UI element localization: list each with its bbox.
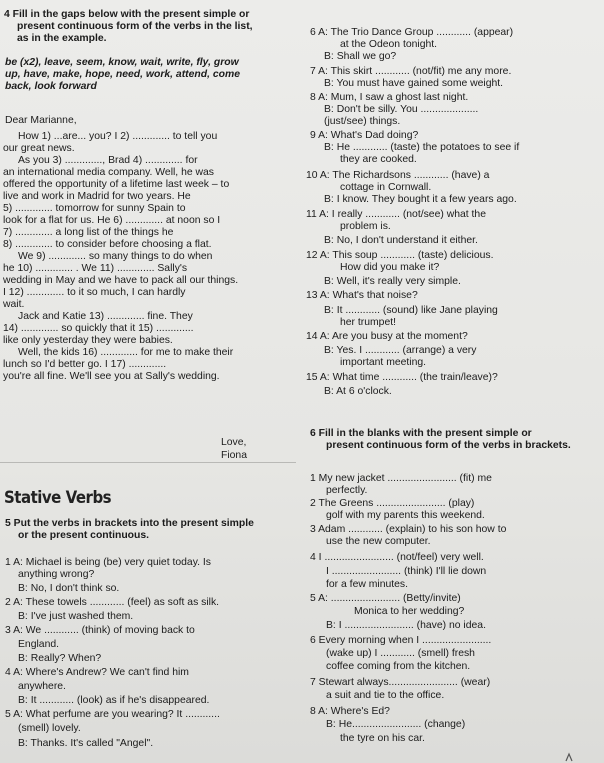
letter-line: an international media company. Well, he was bbox=[3, 167, 215, 178]
ex6-item-line: 2 The Greens ........................ (play) bbox=[310, 498, 475, 509]
ex5-item-line: 1 A: Michael is being (be) very quiet today. Is bbox=[5, 557, 211, 568]
ex5-cont-line: at the Odeon tonight. bbox=[340, 39, 438, 50]
ex5-cont-line: cottage in Cornwall. bbox=[340, 182, 432, 193]
ex5-cont-line: 11 A: I really ............ (not/see) what the bbox=[306, 209, 486, 220]
ex5-item-line: anything wrong? bbox=[18, 569, 95, 580]
ex5-cont-line: B: Yes. I ............ (arrange) a very bbox=[324, 345, 477, 356]
ex6-item-line: golf with my parents this weekend. bbox=[326, 510, 485, 521]
letter-line: live and work in Madrid for two years. He bbox=[3, 191, 191, 202]
ex6-item-line: 3 Adam ............ (explain) to his son how to bbox=[310, 524, 507, 535]
letter-signoff: Love, bbox=[221, 437, 247, 448]
letter-line: he 10) ............. . We 11) ............. Sally's bbox=[3, 263, 188, 274]
letter-line: like only yesterday they were babies. bbox=[3, 335, 173, 346]
ex5-cont-line: B: Don't be silly. You .................... bbox=[324, 104, 479, 115]
ex5-item-line: B: Thanks. It's called "Angel". bbox=[18, 738, 154, 749]
ex5-title-line: 5 Put the verbs in brackets into the present simple bbox=[5, 518, 254, 529]
ex6-item-line: 1 My new jacket ........................ (fit) me bbox=[310, 473, 492, 484]
letter-line: 14) ............. so quickly that it 15) ............. bbox=[3, 323, 194, 334]
ex5-cont-line: her trumpet! bbox=[340, 317, 397, 328]
letter-line: look for a flat for us. He 6) ............. at noon so I bbox=[3, 215, 221, 226]
ex5-item-line: anywhere. bbox=[18, 681, 66, 692]
letter-line: wedding in May and we have to pack all our things. bbox=[3, 275, 239, 286]
ex6-item-line: 5 A: ........................ (Betty/invite) bbox=[310, 593, 461, 604]
ex5-item-line: 2 A: These towels ............ (feel) as soft as silk. bbox=[5, 597, 220, 608]
ex5-item-line: 4 A: Where's Andrew? We can't find him bbox=[5, 667, 189, 678]
ex6-item-line: for a few minutes. bbox=[326, 579, 409, 590]
ex5-cont-line: B: I know. They bought it a few years ago. bbox=[324, 194, 517, 205]
ex5-cont-line: 7 A: This skirt ............ (not/fit) me any more. bbox=[310, 66, 512, 77]
ex5-cont-line: 12 A: This soup ............ (taste) delicious. bbox=[306, 250, 494, 261]
ex5-cont-line: B: It ............ (sound) like Jane playing bbox=[324, 305, 498, 316]
letter-line: As you 3) ............., Brad 4) ............. for bbox=[18, 155, 198, 166]
ex5-cont-line: How did you make it? bbox=[340, 262, 440, 273]
letter-line: We 9) ............. so many things to do when bbox=[18, 251, 213, 262]
ex5-item-line: B: I've just washed them. bbox=[18, 611, 134, 622]
letter-line: you're all fine. We'll see you at Sally's wedding. bbox=[3, 371, 220, 382]
ex5-cont-line: B: No, I don't understand it either. bbox=[324, 235, 478, 246]
ex5-cont-line: B: Well, it's really very simple. bbox=[324, 276, 461, 287]
letter-line: How 1) ...are... you? I 2) ............. to tell you bbox=[18, 131, 218, 142]
ex6-item-line: perfectly. bbox=[326, 485, 368, 496]
ex6-item-line: B: I ........................ (have) no idea. bbox=[326, 620, 486, 631]
ex6-item-line: 7 Stewart always........................ (wear) bbox=[310, 677, 491, 688]
letter-line: I 12) ............. to it so much, I can hardly bbox=[3, 287, 186, 298]
verb-list: up, have, make, hope, need, work, attend, come bbox=[5, 69, 241, 80]
letter-line: Well, the kids 16) ............. for me to make their bbox=[18, 347, 234, 358]
ex6-item-line: B: He........................ (change) bbox=[326, 719, 466, 730]
ex6-item-line: 4 I ........................ (not/feel) very well. bbox=[310, 552, 484, 563]
letter-line: wait. bbox=[3, 299, 25, 310]
letter-line: 8) ............. to consider before choosing a flat. bbox=[3, 239, 212, 250]
ex5-cont-line: 9 A: What's Dad doing? bbox=[310, 130, 419, 141]
ex5-item-line: 3 A: We ............ (think) of moving back to bbox=[5, 625, 195, 636]
ex6-item-line: coffee coming from the kitchen. bbox=[326, 661, 471, 672]
verb-list: be (x2), leave, seem, know, wait, write, fly, grow bbox=[5, 57, 239, 68]
ex5-cont-line: 13 A: What's that noise? bbox=[306, 290, 418, 301]
ex5-cont-line: problem is. bbox=[340, 221, 391, 232]
section-divider bbox=[0, 462, 296, 463]
letter-line: offered the opportunity of a lifetime last week – to bbox=[3, 179, 230, 190]
letter-signature: Fiona bbox=[221, 450, 247, 461]
ex5-item-line: B: Really? When? bbox=[18, 653, 102, 664]
ex4-title-line: as in the example. bbox=[17, 33, 107, 44]
letter-line: our great news. bbox=[3, 143, 75, 154]
letter-line: Jack and Katie 13) ............. fine. They bbox=[18, 311, 193, 322]
ex5-cont-line: 15 A: What time ............ (the train/leave)? bbox=[306, 372, 498, 383]
ex5-item-line: England. bbox=[18, 639, 60, 650]
ex5-cont-line: 6 A: The Trio Dance Group ............ (appear) bbox=[310, 27, 514, 38]
ex4-title-line: present continuous form of the verbs in the list, bbox=[17, 21, 253, 32]
ex5-title-line: or the present continuous. bbox=[18, 530, 150, 541]
ex6-item-line: 8 A: Where's Ed? bbox=[310, 706, 390, 717]
ex6-title-line: present continuous form of the verbs in brackets. bbox=[326, 440, 571, 451]
letter-line: 7) ............. a long list of the things he bbox=[3, 227, 174, 238]
letter-line: lunch so I'd better go. I 17) ............. bbox=[3, 359, 167, 370]
ex5-item-line: B: No, I don't think so. bbox=[18, 583, 120, 594]
ex5-item-line: 5 A: What perfume are you wearing? It ............ bbox=[5, 709, 220, 720]
ex5-item-line: (smell) lovely. bbox=[18, 723, 81, 734]
verb-list: back, look forward bbox=[5, 81, 97, 92]
ex6-item-line: the tyre on his car. bbox=[340, 733, 425, 744]
ex5-item-line: B: It ............ (look) as if he's disappeared. bbox=[18, 695, 210, 706]
ex5-cont-line: B: Shall we go? bbox=[324, 51, 397, 62]
ex6-item-line: use the new computer. bbox=[326, 536, 431, 547]
ex5-cont-line: 14 A: Are you busy at the moment? bbox=[306, 331, 468, 342]
stative-verbs-heading: Stative Verbs bbox=[4, 487, 112, 508]
ex5-cont-line: B: At 6 o'clock. bbox=[324, 386, 392, 397]
letter-line: 5) ............. tomorrow for sunny Spain to bbox=[3, 203, 186, 214]
ex5-cont-line: B: You must have gained some weight. bbox=[324, 78, 504, 89]
ex5-cont-line: 8 A: Mum, I saw a ghost last night. bbox=[310, 92, 469, 103]
ex6-title-line: 6 Fill in the blanks with the present simple or bbox=[310, 428, 532, 439]
page-corner-mark-icon bbox=[564, 752, 574, 762]
ex5-cont-line: important meeting. bbox=[340, 357, 427, 368]
ex4-title-line: 4 Fill in the gaps below with the present simple or bbox=[4, 9, 250, 20]
ex5-cont-line: they are cooked. bbox=[340, 154, 417, 165]
ex5-cont-line: 10 A: The Richardsons ............ (have) a bbox=[306, 170, 490, 181]
ex5-cont-line: (just/see) things. bbox=[324, 116, 401, 127]
letter-line: Dear Marianne, bbox=[5, 115, 77, 126]
ex5-cont-line: B: He ............ (taste) the potatoes to see if bbox=[324, 142, 520, 153]
ex6-item-line: I ........................ (think) I'll lie down bbox=[326, 566, 487, 577]
ex6-item-line: 6 Every morning when I ........................ bbox=[310, 635, 492, 646]
ex6-item-line: a suit and tie to the office. bbox=[326, 690, 445, 701]
ex6-item-line: (wake up) I ............ (smell) fresh bbox=[326, 648, 475, 659]
ex6-item-line: Monica to her wedding? bbox=[354, 606, 465, 617]
